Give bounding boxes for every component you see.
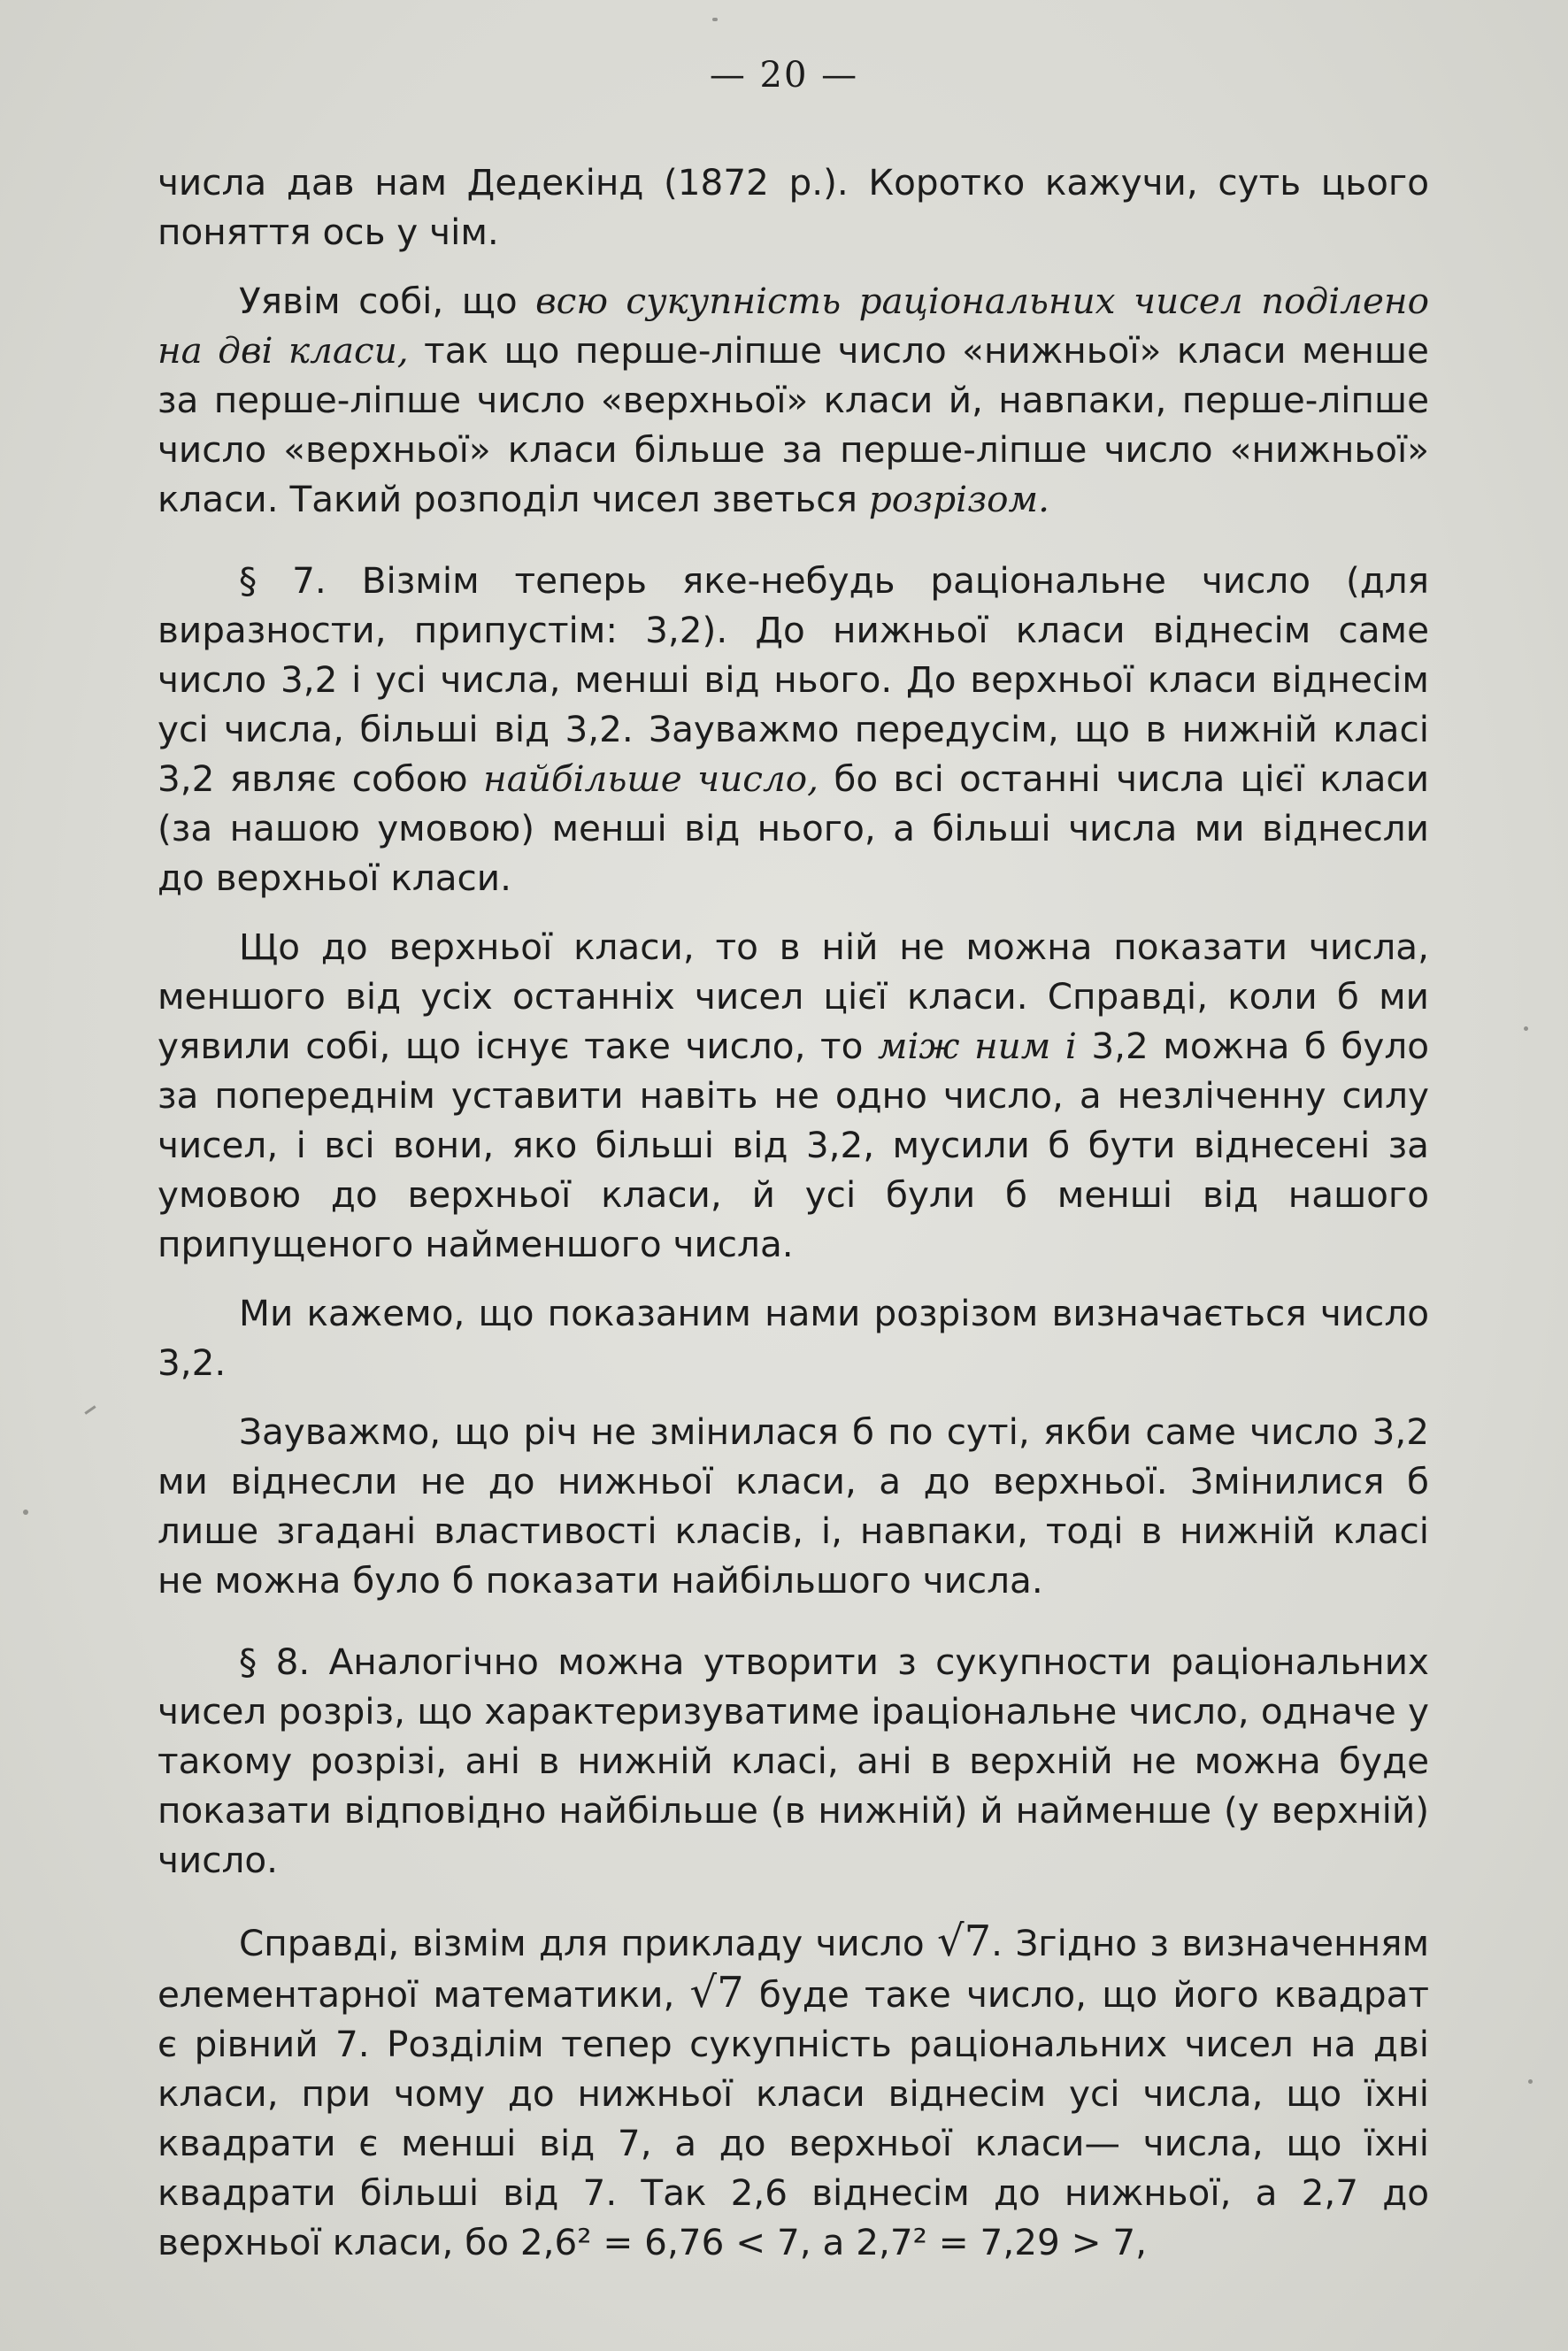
scan-speck [712,18,718,21]
paragraph-3-text-b: бо всі останні числа цієї класи (за нашою умовою) менші від нього, а більші числа ми віднесли до верхньої класи. [158,757,1430,899]
sqrt-seven-symbol-2: √7 [689,1968,744,2017]
paragraph-8-text-b: . Згідно з визначенням елементарної математики, [158,1922,1430,2016]
scan-speck [1528,2079,1533,2084]
paragraph-7 [158,1637,1429,1885]
paragraph-8-text-a: Справді, візмім для прикладу число [239,1922,937,1964]
paragraph-7-text: § 8. Аналогічно можна утворити з сукупности раціональних чисел розріз, що характеризуватиме іраціональне число, одначе у такому розрізі, ані в нижній класі, ані в верхній не можна буде показати відповідно найбільше (в нижній) й найменше (у верхній) число. [158,1640,1429,1881]
paragraph-3-italic: найбільше число, [482,757,819,800]
paragraph-3 [158,556,1429,903]
scan-speck [23,1510,28,1515]
paragraph-2-text-b: так що перше-ліпше число «нижньої» класи менше за перше-ліпше число «верхньої» класи й, навпаки, перше-ліпше число «верхньої» класи більше за перше-ліпше число «нижньої» класи. Такий розподіл чисел зветься [158,329,1429,520]
body-text [158,158,1429,2267]
paragraph-8 [158,1917,1429,2267]
paragraph-2 [158,276,1429,524]
paragraph-5-text: Ми кажемо, що показаним нами розрізом визначається число 3,2. [158,1292,1429,1384]
paragraph-4-text-a: Що до верхньої класи, то в ній не можна показати числа, меншого від усіх останніх чисел цієї класи. Справді, коли б ми уявили собі, що існує таке число, то [158,926,1429,1067]
page-number: — 20 — [709,55,859,96]
paragraph-1 [158,158,1429,257]
paragraph-2-italic-a: всю сукупність раціональних чисел поділено на дві класи, [158,280,1429,372]
sqrt-seven-symbol-1: √7 [937,1917,992,1966]
paragraph-2-italic-b: розрізом. [868,478,1050,520]
scan-speck [1524,1026,1528,1031]
paragraph-1-text: числа дав нам Дедекінд (1872 р.). Коротко кажучи, суть цього поняття ось у чім. [158,161,1429,253]
paragraph-2-text-a: Уявім собі, що [239,280,536,322]
paragraph-5 [158,1288,1429,1387]
paragraph-4-italic: між ним і [877,1025,1077,1067]
scan-speck [84,1405,96,1414]
paragraph-4-text-b: 3,2 можна б було за попереднім уставити навіть не одно число, а незліченну силу чисел, і всі вони, яко більші від 3,2, мусили б бути віднесені за умовою до верхньої класи, й усі були б менші від нашого припущеного найменшого числа. [158,1025,1430,1265]
paragraph-6 [158,1407,1429,1605]
paragraph-4 [158,922,1429,1269]
paragraph-3-text-a: § 7. Візмім теперь яке-небудь раціональне число (для виразности, припустім: 3,2). До нижньої класи віднесім саме число 3,2 і усі числа, менші від нього. До верхньої класи віднесім усі числа, більші від 3,2. Зауважмо передусім, що в нижній класі 3,2 являє собою [158,559,1429,800]
paragraph-6-text: Зауважмо, що річ не змінилася б по суті, якби саме число 3,2 ми віднесли не до нижньої класи, а до верхньої. Змінилися б лише згадані властивості класів, і, навпаки, тоді в нижній класі не можна було б показати найбільшого числа. [158,1410,1429,1602]
paragraph-8-text-c: буде таке число, що його квадрат є рівний 7. Розділім тепер сукупність раціональних чисел на дві класи, при чому до нижньої класи віднесім усі числа, що їхні квадрати є менші від 7, а до верхньої класи— числа, що їхні квадрати більші від 7. Так 2,6 віднесім до нижньої, а 2,7 до верхньої класи, бо 2,6² = 6,76 < 7, а 2,7² = 7,29 > 7, [158,1973,1429,2263]
